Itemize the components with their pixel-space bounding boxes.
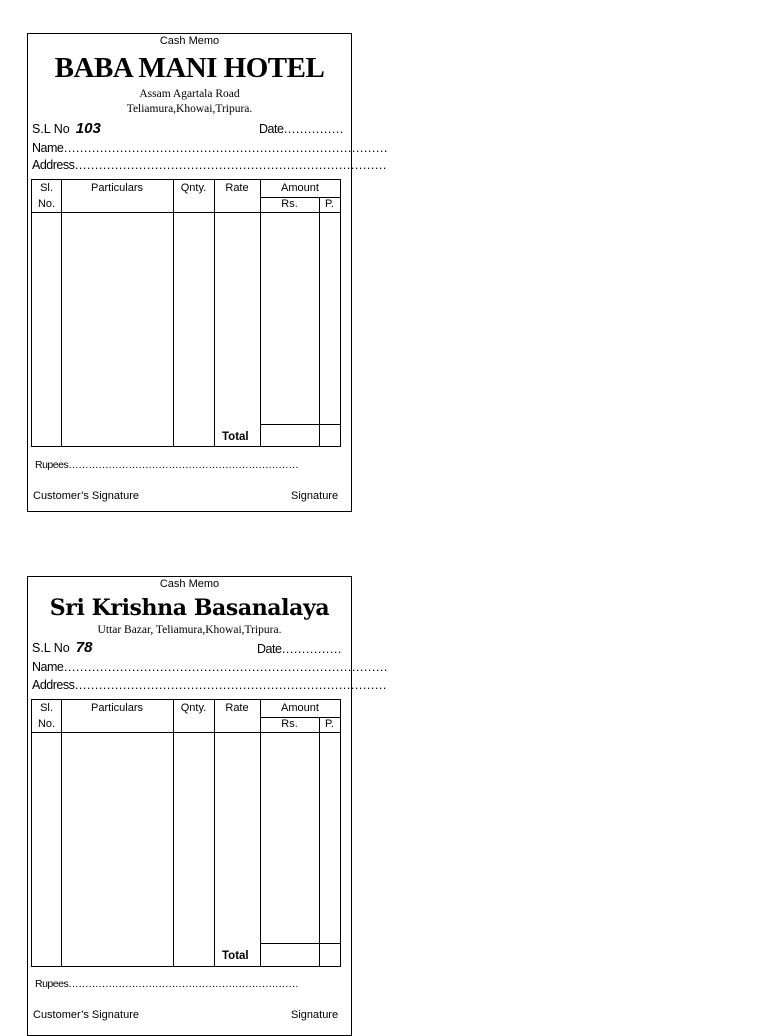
col-header-amount: Amount: [281, 182, 319, 194]
column-divider: [214, 180, 215, 446]
cash-memo-sri-krishna-basanalaya: [27, 576, 388, 1036]
cash-memo-label: Cash Memo: [159, 35, 220, 47]
items-table: [31, 699, 341, 967]
col-header-rate: Rate: [225, 182, 249, 194]
column-divider: [173, 700, 174, 966]
col-header-sl: Sl.: [40, 702, 53, 714]
total-label: Total: [222, 950, 249, 962]
sl-no-value: 78: [75, 639, 93, 656]
customer-signature-label: Customer’s Signature: [33, 1009, 139, 1021]
column-divider: [260, 180, 261, 446]
shop-address-line-1: Assam Agartala Road: [139, 88, 240, 100]
shop-name: BABA MANI HOTEL: [54, 52, 325, 84]
address-field: Address……………………………………………………………………: [32, 678, 387, 692]
signature-label: Signature: [291, 1009, 339, 1021]
col-header-amount: Amount: [281, 702, 319, 714]
name-field: Name………………………………………………………………………: [32, 660, 388, 674]
col-header-no: No.: [37, 718, 56, 730]
column-divider: [319, 197, 320, 446]
col-header-rs: Rs.: [281, 718, 298, 730]
sl-no-label: S.L No: [32, 122, 70, 136]
cash-memo-label: Cash Memo: [159, 578, 220, 590]
rupees-field: Rupees……………………………………………………………: [35, 459, 299, 471]
col-header-p: P.: [325, 198, 334, 210]
items-table: [31, 179, 341, 447]
col-header-particulars: Particulars: [91, 182, 143, 194]
shop-name: Sri Krishna Basanalaya: [49, 595, 330, 621]
signature-label: Signature: [291, 490, 339, 502]
col-header-rate: Rate: [225, 702, 249, 714]
col-header-particulars: Particulars: [91, 702, 143, 714]
total-line: [260, 424, 340, 425]
col-header-qnty: Qnty.: [180, 182, 207, 194]
column-divider: [61, 180, 62, 446]
column-divider: [173, 180, 174, 446]
shop-address-line-2: Teliamura,Khowai,Tripura.: [126, 103, 253, 115]
shop-address-line-1: Uttar Bazar, Teliamura,Khowai,Tripura.: [97, 624, 282, 636]
column-divider: [61, 700, 62, 966]
header-bottom-line: [32, 212, 340, 213]
col-header-p: P.: [325, 718, 334, 730]
col-header-rs: Rs.: [281, 198, 298, 210]
cash-memo-baba-mani-hotel: [27, 33, 388, 512]
sl-no-field: [32, 120, 101, 137]
column-divider: [319, 717, 320, 966]
col-header-sl: Sl.: [40, 182, 53, 194]
column-divider: [214, 700, 215, 966]
total-line: [260, 943, 340, 944]
rupees-field: Rupees……………………………………………………………: [35, 978, 299, 990]
sl-no-field: [32, 639, 92, 656]
customer-signature-label: Customer’s Signature: [33, 490, 139, 502]
name-field: Name………………………………………………………………………: [32, 141, 388, 155]
address-field: Address……………………………………………………………………: [32, 158, 387, 172]
sl-no-value: 103: [75, 120, 101, 137]
header-bottom-line: [32, 732, 340, 733]
total-label: Total: [222, 431, 249, 443]
date-field: Date……………: [259, 122, 344, 136]
column-divider: [260, 700, 261, 966]
col-header-no: No.: [37, 198, 56, 210]
col-header-qnty: Qnty.: [180, 702, 207, 714]
date-field: Date……………: [257, 642, 342, 656]
sl-no-label: S.L No: [32, 641, 70, 655]
